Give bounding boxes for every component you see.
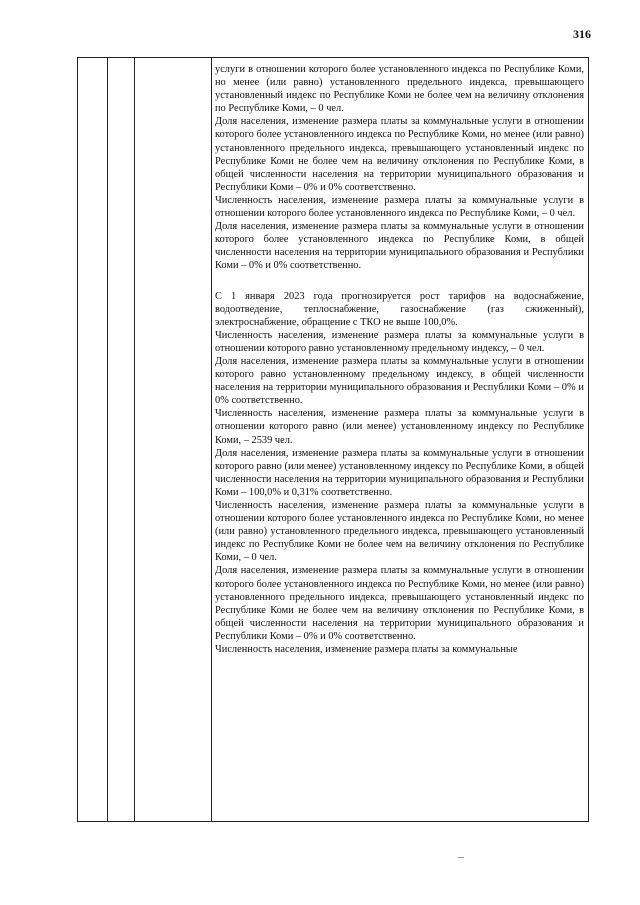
paragraph: Численность населения, изменение размера платы за коммунальные услуги в отношении которого более установленного индекса по Республике Коми, но менее (или равно) установленного предельного индекса, превышающего установленный индекс по Республике Коми не более чем на величину отклонения по Республике Коми, – 0 чел. — [215, 500, 584, 564]
paragraph: Доля населения, изменение размера платы за коммунальные услуги в отношении которого равно установленному предельному индексу, в общей численности населения на территории муниципального образования и Республики Коми – 0% и 0% соответственно. — [215, 355, 584, 407]
text-cell — [215, 63, 584, 656]
page-number: 316 — [573, 27, 591, 41]
document-table — [77, 57, 589, 822]
column-divider-1 — [107, 58, 108, 821]
paragraph: Численность населения, изменение размера платы за коммунальные услуги в отношении которого равно установленному предельному индексу, – 0 чел. — [215, 329, 584, 354]
paragraph: Численность населения, изменение размера платы за коммунальные — [215, 644, 518, 656]
scan-mark — [458, 857, 464, 858]
paragraph: Доля населения, изменение размера платы за коммунальные услуги в отношении которого более установленного индекса по Республике Коми, но менее (или равно) установленного предельного индекса, превышающего установленный индекс по Республике Коми не более чем на величину отклонения по Республике Коми, в общей численности населения на территории муниципального образования и Республики Коми – 0% и 0% соответственно. — [215, 116, 584, 193]
paragraph: Доля населения, изменение размера платы за коммунальные услуги в отношении которого равно (или менее) установленному индексу по Республике Коми, в общей численности населения на территории муниципального образования и Республики Коми – 100,0% и 0,31% соответственно. — [215, 447, 584, 498]
paragraph-gap — [215, 273, 584, 290]
paragraph: услуги в отношении которого более установленного индекса по Республике Коми, но менее (или равно) установленного предельного индекса, превышающего установленный индекс по Республике Коми не более чем на величину отклонения по Республике Коми, – 0 чел. — [215, 64, 584, 115]
paragraph: Численность населения, изменение размера платы за коммунальные услуги в отношении которого более установленного индекса по Республике Коми, – 0 чел. — [215, 194, 584, 220]
paragraph: Доля населения, изменение размера платы за коммунальные услуги в отношении которого более установленного индекса по Республике Коми, в общей численности населения на территории муниципального образования и Республики Коми – 0% и 0% соответственно. — [215, 221, 584, 272]
column-divider-3 — [211, 58, 212, 821]
paragraph: Доля населения, изменение размера платы за коммунальные услуги в отношении которого более установленного индекса по Республике Коми, но менее (или равно) установленного предельного индекса, превышающего установленный индекс по Республике Коми не более чем на величину отклонения по Республике Коми, в общей численности населения на территории муниципального образования и Республики Коми – 0% и 0% соответственно. — [215, 565, 584, 642]
paragraph: Численность населения, изменение размера платы за коммунальные услуги в отношении которого равно (или менее) установленному индексу по Республике Коми, – 2539 чел. — [215, 408, 584, 446]
column-divider-2 — [134, 58, 135, 821]
paragraph: С 1 января 2023 года прогнозируется рост тарифов на водоснабжение, водоотведение, теплоснабжение, газоснабжение (газ сжиженный), электроснабжение, обращение с ТКО не выше 100,0%. — [215, 290, 584, 328]
